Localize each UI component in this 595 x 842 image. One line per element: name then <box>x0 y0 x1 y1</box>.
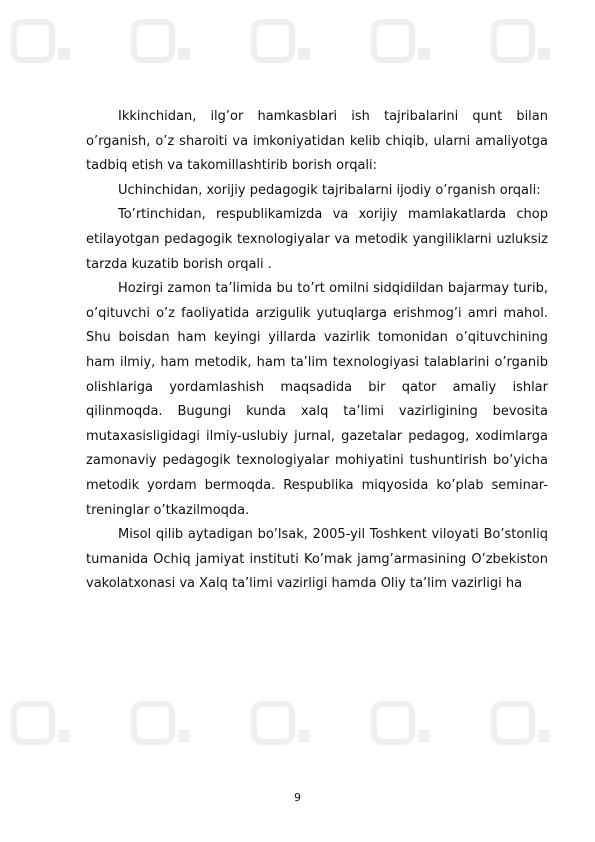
body-paragraph: Hozirgi zamon ta’limida bu to’rt omilni sidqidildan bajarmay turib, o’qituvchi o’z faoliyatida arzigulik yutuqlarga erishmog’i amri mahol. Shu boisdan ham keyingi yillarda vazirlik tomonidan o’qituvchining ham ilmiy, ham metodik, ham ta’lim texnologiyasi talablarini o’rganib olishlariga yordamlashish maqsadida bir qator amaliy ishlar qilinmoqda. Bugungi kunda xalq ta’limi vazirligining bevosita mutaxasisligidagi ilmiy-uslubiy jurnal, gazetalar pedagog, xodimlarga zamonaviy pedagogik texnologiyalar mohiyatini tushuntirish bo’yicha metodik yordam bermoqda. Respublika miqyosida ko’plab seminar-treninglar o’tkazilmoqda. <box>86 281 548 518</box>
page-number: 9 <box>294 791 301 804</box>
watermark-logo-icon <box>10 18 88 64</box>
document-body <box>86 105 548 597</box>
watermark-logo-icon <box>130 18 208 64</box>
body-paragraph: To’rtinchidan, respublikamizda va xorijiy mamlakatlarda chop etilayotgan pedagogik texnologiyalar va metodik yangiliklarni uzluksiz tarzda kuzatib borish orqali . <box>86 207 548 272</box>
watermark-logo-icon <box>130 700 208 746</box>
watermark-logo-icon <box>250 18 328 64</box>
watermark-logo-icon <box>250 700 328 746</box>
watermark-logo-icon <box>490 700 568 746</box>
watermark-logo-icon <box>370 700 448 746</box>
watermark-logo-icon <box>490 18 568 64</box>
body-paragraph: Misol qilib aytadigan bo’lsak, 2005-yil Toshkent viloyati Bo’stonliq tumanida Ochiq jamiyat instituti Ko’mak jamg’armasining O’zbekiston vakolatxonasi va Xalq ta’limi vazirligi hamda Oliy ta’lim vazirligi ha <box>86 527 548 592</box>
body-paragraph: Uchinchidan, xorijiy pedagogik tajribalarni ijodiy o’rganish orqali: <box>118 182 541 198</box>
watermark-logo-icon <box>370 18 448 64</box>
body-paragraph: Ikkinchidan, ilg’or hamkasblari ish tajribalarini qunt bilan o’rganish, o’z sharoiti va imkoniyatidan kelib chiqib, ularni amaliyotga tadbiq etish va takomillashtirib borish orqali: <box>86 109 548 174</box>
watermark-logo-icon <box>10 700 88 746</box>
